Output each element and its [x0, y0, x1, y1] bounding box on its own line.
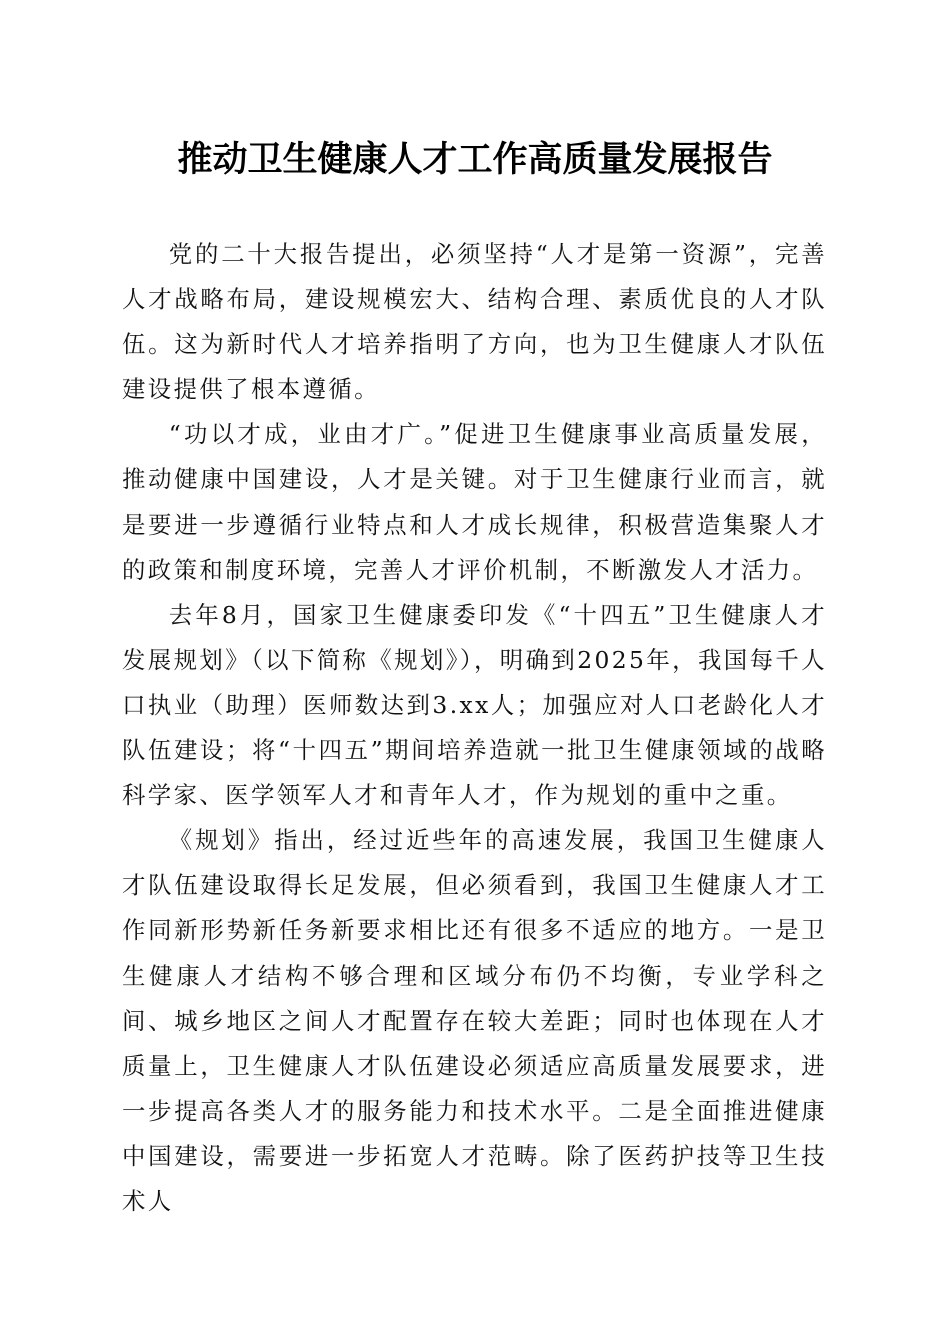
- paragraph: 去年8月，国家卫生健康委印发《“十四五”卫生健康人才发展规划》（以下简称《规划》），明确到2025年，我国每千人口执业（助理）医师数达到3.xx人；加强应对人口老龄化人才队伍建设；将“十四五”期间培养造就一批卫生健康领域的战略科学家、医学领军人才和青年人才，作为规划的重中之重。: [122, 600, 827, 810]
- document-body: [122, 232, 827, 1224]
- document-title: 推动卫生健康人才工作高质量发展报告: [177, 139, 773, 180]
- paragraph: 《规划》指出，经过近些年的高速发展，我国卫生健康人才队伍建设取得长足发展，但必须看到，我国卫生健康人才工作同新形势新任务新要求相比还有很多不适应的地方。一是卫生健康人才结构不够合理和区域分布仍不均衡，专业学科之间、城乡地区之间人才配置存在较大差距；同时也体现在人才质量上，卫生健康人才队伍建设必须适应高质量发展要求，进一步提高各类人才的服务能力和技术水平。二是全面推进健康中国建设，需要进一步拓宽人才范畴。除了医药护技等卫生技术人: [122, 826, 827, 1215]
- paragraph: 党的二十大报告提出，必须坚持“人才是第一资源”，完善人才战略布局，建设规模宏大、结构合理、素质优良的人才队伍。这为新时代人才培养指明了方向，也为卫生健康人才队伍建设提供了根本遵循。: [122, 240, 827, 404]
- paragraph: “功以才成，业由才广。”促进卫生健康事业高质量发展，推动健康中国建设，人才是关键。对于卫生健康行业而言，就是要进一步遵循行业特点和人才成长规律，积极营造集聚人才的政策和制度环境，完善人才评价机制，不断激发人才活力。: [122, 420, 827, 584]
